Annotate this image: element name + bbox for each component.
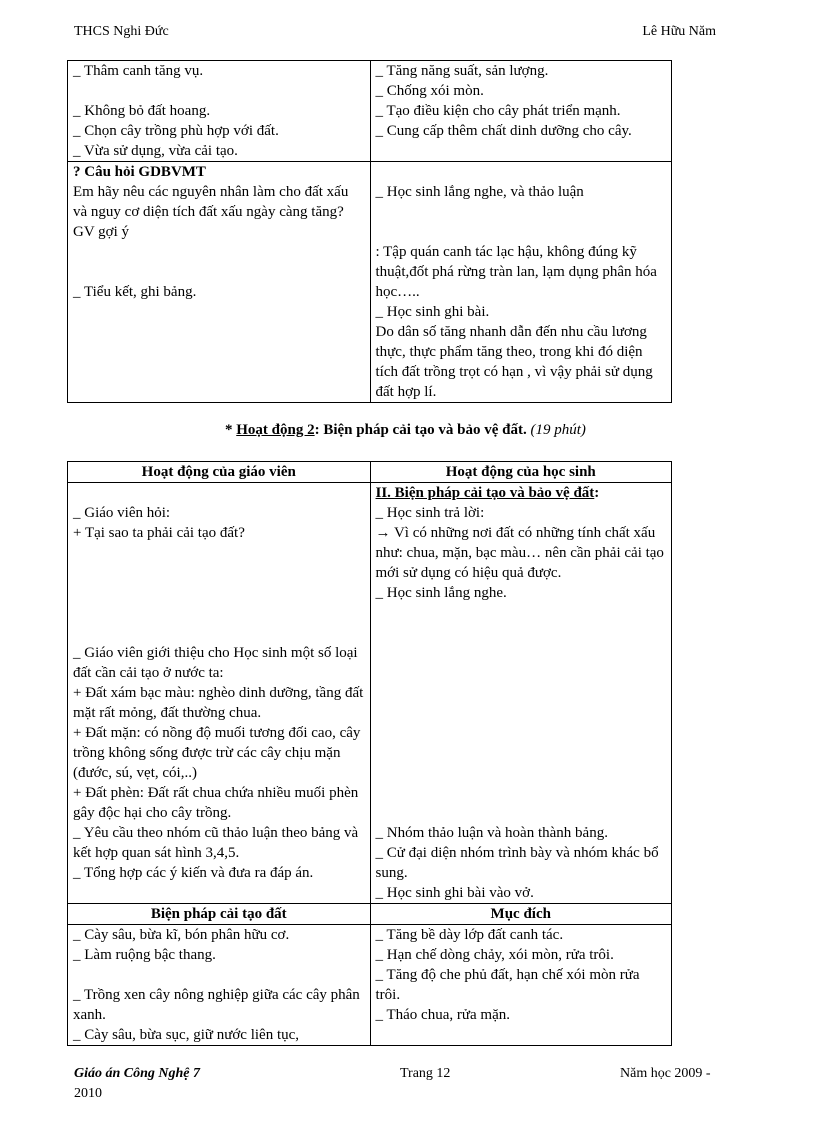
list-item: _ Học sinh lắng nghe, và thảo luận <box>375 184 584 200</box>
footer-year-end: 2010 <box>74 1086 102 1101</box>
list-item: _ Học sinh lắng nghe. <box>375 585 507 601</box>
list-item: _ Tiểu kết, ghi bảng. <box>73 284 197 300</box>
spacer <box>376 703 667 723</box>
table-subheader-row <box>68 904 672 925</box>
list-item: _ Tăng bề dày lớp đất canh tác. <box>375 927 564 943</box>
list-item: + Đất phèn: Đất rất chua chứa nhiều muối phèn gây độc hại cho cây trồng. <box>73 785 359 821</box>
header-school: THCS Nghi Đức <box>74 24 169 39</box>
spacer <box>376 783 667 803</box>
spacer <box>376 803 667 823</box>
list-item: → Vì có những nơi đất có những tính chất xấu như: chua, mặn, bạc màu… nên cần phải cải tạo mới sử dụng có hiệu quả được. <box>375 525 664 581</box>
activity-prefix: * <box>225 422 237 438</box>
list-item <box>73 543 365 563</box>
list-item: : Tập quán canh tác lạc hậu, không đúng kỹ thuật,đốt phá rừng tràn lan, lạm dụng phân hóa học….. <box>375 244 657 300</box>
list-item <box>73 483 365 503</box>
list-item: _ Học sinh trả lời: <box>375 505 485 521</box>
list-item: _ Học sinh ghi bài. <box>375 304 490 320</box>
teacher-cell <box>68 483 371 904</box>
list-item: _ Tạo điều kiện cho cây phát triển mạnh. <box>375 103 621 119</box>
activity-heading <box>225 422 586 439</box>
table-activities <box>67 461 672 1046</box>
column-header-purpose: Mục đích <box>370 904 672 925</box>
list-item: + Đất xám bạc màu: nghèo dinh dưỡng, tầng đất mặt rất mỏng, đất thường chua. <box>73 685 364 721</box>
spacer <box>376 663 667 683</box>
purpose-cell <box>370 925 672 1046</box>
list-item: _ Làm ruộng bậc thang. <box>73 947 216 963</box>
spacer <box>376 763 667 783</box>
table-row <box>68 925 672 1046</box>
list-item <box>73 583 365 603</box>
list-item: _ Cung cấp thêm chất dinh dưỡng cho cây. <box>375 123 632 139</box>
spacer <box>376 623 667 643</box>
spacer <box>376 603 667 623</box>
section-title <box>376 483 667 503</box>
list-item: _ Giáo viên hỏi: <box>73 505 171 521</box>
spacer <box>376 643 667 663</box>
list-item: _ Cày sâu, bừa sục, giữ nước liên tục, <box>73 1027 300 1043</box>
teacher-cell <box>68 162 371 403</box>
column-header-measure: Biện pháp cải tạo đất <box>68 904 371 925</box>
spacer <box>376 723 667 743</box>
list-item: _ Chống xói mòn. <box>375 83 484 99</box>
list-item: _ Yêu cầu theo nhóm cũ thảo luận theo bảng và kết hợp quan sát hình 3,4,5. <box>73 825 359 861</box>
table-row <box>68 61 672 162</box>
list-item: _ Vừa sử dụng, vừa cải tạo. <box>73 143 238 159</box>
list-item: GV gợi ý <box>73 224 129 240</box>
list-item <box>73 563 365 583</box>
list-item: _ Thâm canh tăng vụ. <box>73 63 204 79</box>
table-land-use <box>67 60 672 403</box>
table-row <box>68 483 672 904</box>
list-item: _ Chọn cây trồng phù hợp với đất. <box>73 123 279 139</box>
section-title-text: II. Biện pháp cải tạo và bảo vệ đất <box>375 485 595 501</box>
list-item: Do dân số tăng nhanh dẫn đến nhu cầu lương thực, thực phẩm tăng theo, trong khi đó diện tích đất trồng trọt có hạn , vì vậy phải sử dụng đất hợp lí. <box>375 324 653 400</box>
column-header-teacher: Hoạt động của giáo viên <box>68 462 371 483</box>
list-item <box>73 81 365 101</box>
footer-school-year: Năm học 2009 - <box>620 1066 711 1081</box>
list-item: _ Cày sâu, bừa kĩ, bón phân hữu cơ. <box>73 927 290 943</box>
list-item <box>376 202 667 222</box>
question-heading: ? Câu hỏi GDBVMT <box>73 164 206 180</box>
list-item: _ Tổng hợp các ý kiến và đưa ra đáp án. <box>73 865 314 881</box>
list-item: _ Cử đại diện nhóm trình bày và nhóm khác bổ sung. <box>375 845 659 881</box>
student-cell <box>370 483 672 904</box>
list-item <box>73 623 365 643</box>
list-item: + Tại sao ta phải cải tạo đất? <box>73 525 245 541</box>
student-cell <box>370 162 672 403</box>
list-item <box>376 162 667 182</box>
list-item <box>73 603 365 623</box>
list-item: _ Nhóm thảo luận và hoàn thành bảng. <box>375 825 608 841</box>
measure-cell <box>68 925 371 1046</box>
spacer <box>376 683 667 703</box>
activity-label: Hoạt động 2 <box>236 422 315 438</box>
list-item: _ Học sinh ghi bài vào vở. <box>375 885 534 901</box>
list-item <box>73 965 365 985</box>
table-header-row <box>68 462 672 483</box>
list-item <box>376 222 667 242</box>
list-item: _ Tăng độ che phủ đất, hạn chế xói mòn rửa trôi. <box>375 967 640 1003</box>
list-item: Em hãy nêu các nguyên nhân làm cho đất xấu và nguy cơ diện tích đất xấu ngày càng tăng? <box>73 184 349 220</box>
list-item: _ Giáo viên giới thiệu cho Học sinh một số loại đất cần cải tạo ở nước ta: <box>73 645 358 681</box>
section-title-colon: : <box>594 485 600 501</box>
activity-time: (19 phút) <box>530 422 586 438</box>
footer-subject: Giáo án Công Nghệ 7 <box>74 1066 201 1081</box>
table-row <box>68 162 672 403</box>
header-author: Lê Hữu Năm <box>642 24 716 39</box>
footer-page: Trang 12 <box>400 1066 451 1081</box>
column-header-student: Hoạt động của học sinh <box>370 462 672 483</box>
list-item: _ Trồng xen cây nông nghiệp giữa các cây phân xanh. <box>73 987 360 1023</box>
spacer <box>376 743 667 763</box>
list-item: _ Tăng năng suất, sản lượng. <box>375 63 549 79</box>
list-item <box>73 242 365 262</box>
list-item: _ Không bỏ đất hoang. <box>73 103 211 119</box>
list-item: _ Hạn chế dòng chảy, xói mòn, rửa trôi. <box>375 947 614 963</box>
activity-title: : Biện pháp cải tạo và bảo vệ đất. <box>314 422 531 438</box>
list-item: + Đất mặn: có nồng độ muối tương đối cao, cây trồng không sống được trừ các cây chịu mặn (đước, sú, vẹt, cói,..) <box>73 725 361 781</box>
list-item <box>73 262 365 282</box>
list-item: _ Tháo chua, rửa mặn. <box>375 1007 510 1023</box>
student-cell <box>370 61 672 162</box>
teacher-cell <box>68 61 371 162</box>
